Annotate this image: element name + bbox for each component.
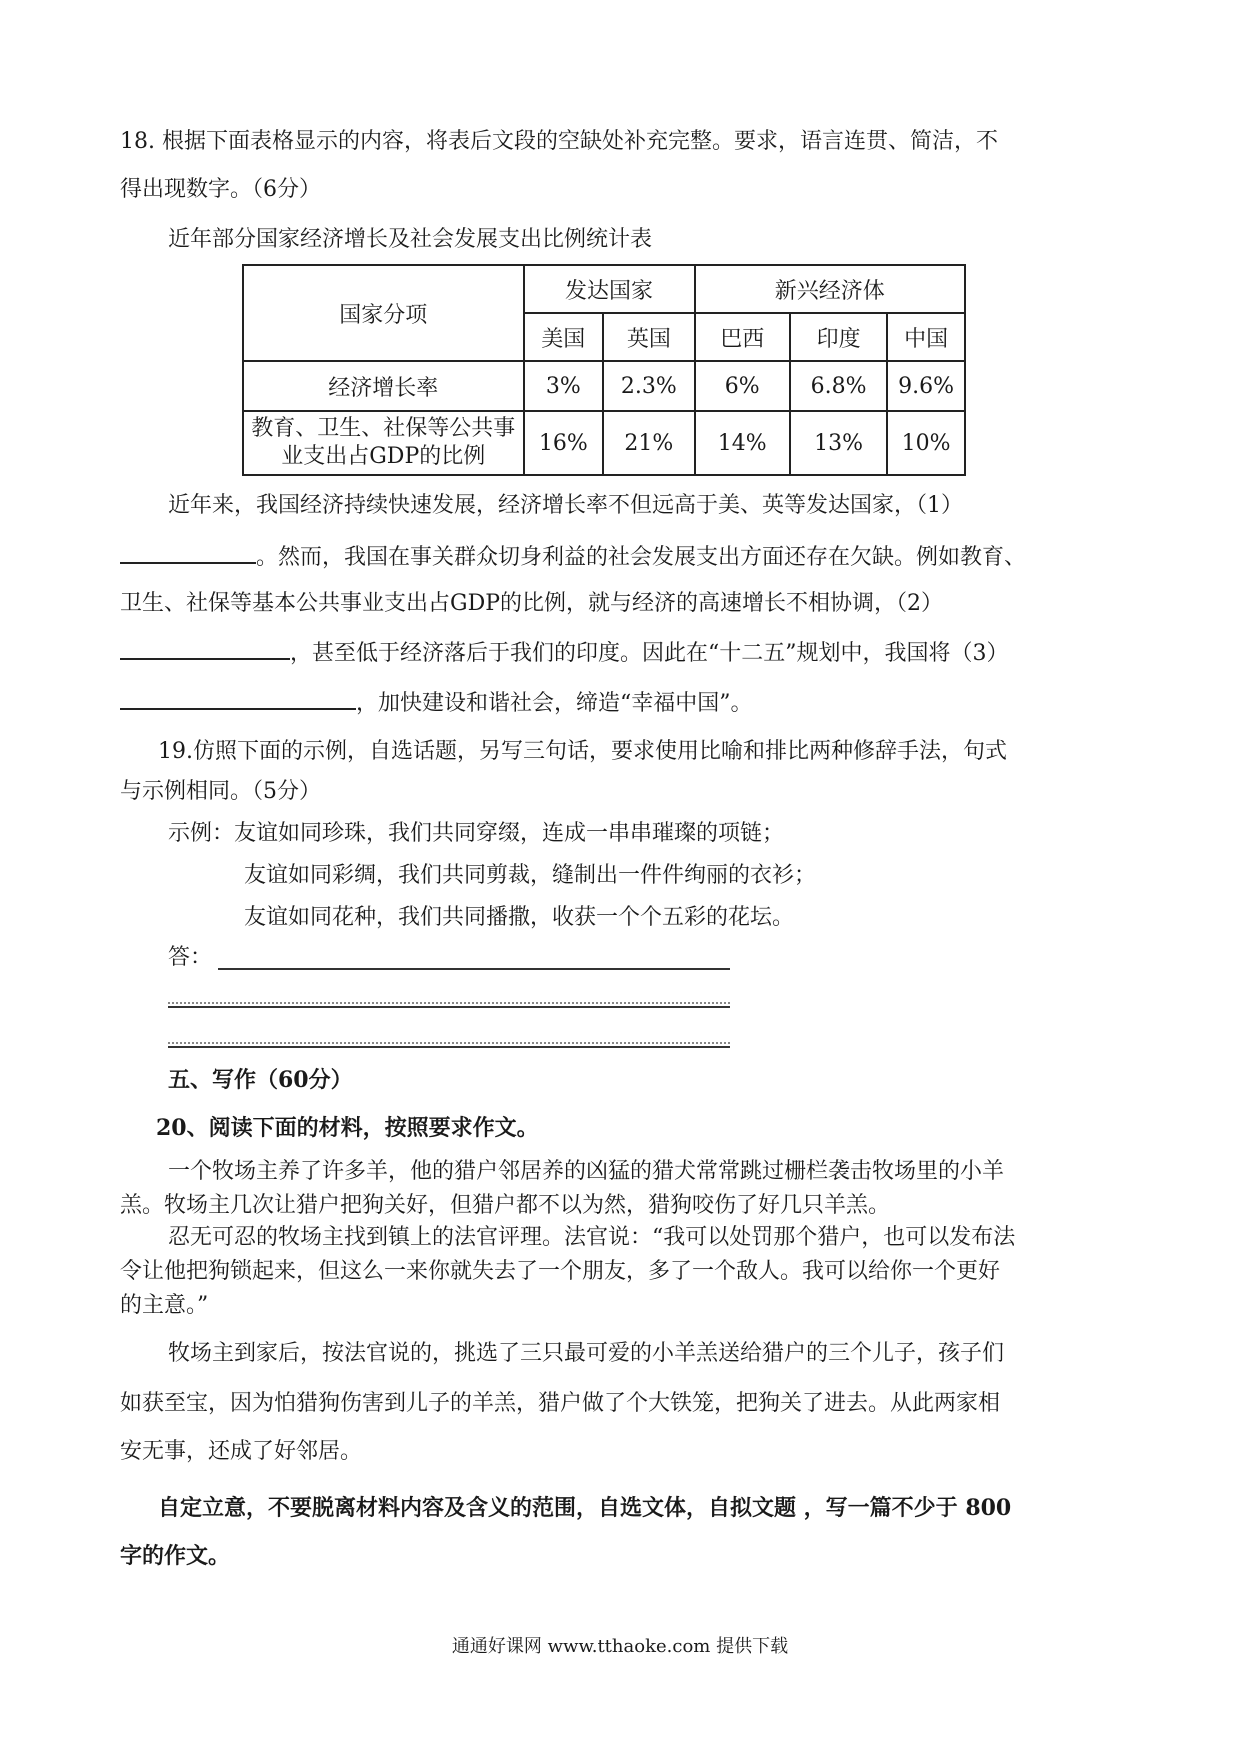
answer-dots-2: [168, 1002, 730, 1004]
table-cell: 6%: [695, 361, 790, 411]
q18-passage-text: ，加快建设和谐社会，缔造“幸福中国”。: [356, 691, 753, 716]
table-country-header: 巴西: [695, 313, 790, 361]
table-row-label: 经济增长率: [243, 361, 524, 411]
q18-passage-line1: 近年来，我国经济持续快速发展，经济增长率不但远高于美、英等发达国家，（1）: [168, 493, 963, 518]
answer-dots-3: [168, 1042, 730, 1044]
writing-requirement-line1: 自定立意，不要脱离材料内容及含义的范围，自选文体，自拟文题 ，写一篇不少于 800: [158, 1495, 1012, 1521]
q18-passage-line2: [120, 540, 1026, 574]
q19-prompt-line1: 19.仿照下面的示例，自选话题，另写三句话，要求使用比喻和排比两种修辞手法，句式: [158, 739, 1007, 764]
blank-1[interactable]: [120, 540, 256, 564]
table-row-label: [243, 411, 524, 475]
material-p2-line1: 忍无可忍的牧场主找到镇上的法官评理。法官说：“我可以处罚那个猎户，也可以发布法: [168, 1225, 1016, 1250]
material-p3-line1: 牧场主到家后，按法官说的，挑选了三只最可爱的小羊羔送给猎户的三个儿子，孩子们: [168, 1341, 1005, 1366]
q19-example-line3: 友谊如同花种，我们共同播撒，收获一个个五彩的花坛。: [244, 905, 795, 930]
table-cell: 16%: [524, 411, 604, 475]
table-group-developed: 发达国家: [524, 265, 695, 313]
material-p3-line2: 如获至宝，因为怕猎狗伤害到儿子的羊羔，猎户做了个大铁笼，把狗关了进去。从此两家相: [120, 1391, 1001, 1416]
table-country-header: 印度: [790, 313, 887, 361]
table-cell: 13%: [790, 411, 887, 475]
q18-passage-line5: [120, 686, 753, 720]
page-footer: 通通好课网 www.tthaoke.com 提供下载: [451, 1636, 789, 1657]
table-country-header: 美国: [524, 313, 604, 361]
table-corner-header: 国家分项: [243, 265, 524, 361]
table-country-header: 英国: [603, 313, 694, 361]
q19-example-line2: 友谊如同彩绸，我们共同剪裁，缝制出一件件绚丽的衣衫；: [244, 863, 817, 888]
blank-3[interactable]: [120, 686, 356, 710]
table-country-header: 中国: [887, 313, 965, 361]
q18-passage-text: ，甚至低于经济落后于我们的印度。因此在“十二五”规划中，我国将（3）: [290, 641, 1009, 666]
q19-prompt-line2: 与示例相同。（5分）: [120, 779, 321, 804]
table-group-emerging: 新兴经济体: [695, 265, 965, 313]
answer-line-1[interactable]: [218, 968, 730, 970]
q20-heading: 20、阅读下面的材料，按照要求作文。: [156, 1115, 539, 1141]
material-p1-line1: 一个牧场主养了许多羊，他的猎户邻居养的凶猛的猎犬常常跳过栅栏袭击牧场里的小羊: [168, 1159, 1005, 1184]
q18-prompt-line1: 18. 根据下面表格显示的内容，将表后文段的空缺处补充完整。要求，语言连贯、简洁，不: [120, 129, 998, 154]
material-p1-line2: 羔。牧场主几次让猎户把狗关好，但猎户都不以为然，猎狗咬伤了好几只羊羔。: [120, 1193, 891, 1218]
q18-passage-line4: [120, 636, 1009, 670]
table-cell: 2.3%: [603, 361, 694, 411]
table-row-label-line2: 业支出占GDP的比例: [281, 444, 486, 469]
statistics-table: [242, 264, 966, 476]
table-cell: 6.8%: [790, 361, 887, 411]
q18-passage-line3: 卫生、社保等基本公共事业支出占GDP的比例，就与经济的高速增长不相协调，（2）: [120, 591, 944, 616]
table-cell: 9.6%: [887, 361, 965, 411]
section5-heading: 五、写作（60分）: [168, 1067, 353, 1093]
material-p2-line2: 令让他把狗锁起来，但这么一来你就失去了一个朋友，多了一个敌人。我可以给你一个更好: [120, 1259, 1001, 1284]
q18-prompt-line2: 得出现数字。（6分）: [120, 177, 321, 202]
q18-passage-text: 。然而，我国在事关群众切身利益的社会发展支出方面还存在欠缺。例如教育、: [256, 545, 1027, 570]
material-p2-line3: 的主意。”: [120, 1293, 209, 1318]
answer-label: 答：: [168, 945, 213, 970]
blank-2[interactable]: [120, 636, 290, 660]
table-row-label-line1: 教育、卫生、社保等公共事: [251, 416, 516, 441]
table-cell: 21%: [603, 411, 694, 475]
table-title: 近年部分国家经济增长及社会发展支出比例统计表: [168, 227, 653, 252]
q19-example-line1: [168, 818, 784, 850]
table-cell: 3%: [524, 361, 604, 411]
table-cell: 10%: [887, 411, 965, 475]
answer-line-3[interactable]: [168, 1046, 730, 1048]
answer-line-2[interactable]: [168, 1006, 730, 1008]
example-sentence: 友谊如同珍珠，我们共同穿缀，连成一串串璀璨的项链；: [234, 821, 785, 846]
example-prefix: 示例：: [168, 821, 235, 846]
material-p3-line3: 安无事，还成了好邻居。: [120, 1439, 363, 1464]
table-cell: 14%: [695, 411, 790, 475]
writing-requirement-line2: 字的作文。: [120, 1543, 231, 1569]
